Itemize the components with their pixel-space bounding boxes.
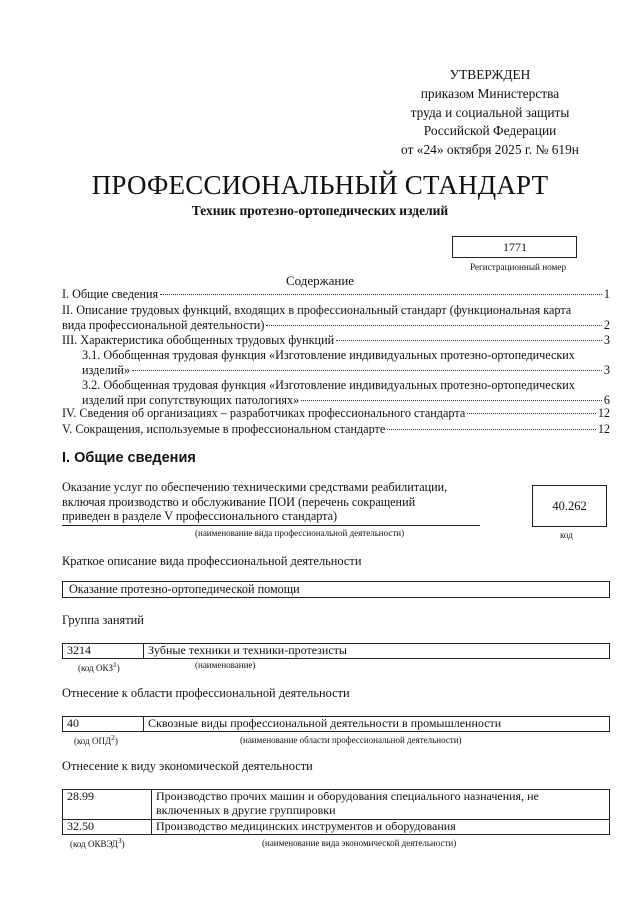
approval-line-approved: УТВЕРЖДЕН [449, 67, 531, 82]
economic-activity-name-line2: включенных в другие группировки [156, 802, 336, 817]
toc-item-text-line2: вида профессиональной деятельности) [62, 318, 265, 332]
economic-activity-label: Отнесение к виду экономической деятельности [62, 759, 313, 773]
economic-activity-name-cell [152, 790, 610, 820]
document-subtitle: Техник протезно-ортопедических изделий [191, 203, 449, 218]
professional-area-name-caption: (наименование области профессиональной деятельности) [240, 735, 462, 745]
professional-area-table [62, 716, 610, 732]
economic-activity-code-caption: (код ОКВЭД$^3$) [70, 836, 125, 849]
approval-line-date: от «24» октября 2025 г. № 619н [401, 142, 579, 158]
economic-activity-name-line1: Производство прочих машин и оборудования специального назначения, не [156, 789, 539, 803]
registration-number-caption: Регистрационный номер [469, 262, 567, 272]
table-row [63, 644, 610, 659]
professional-area-code-caption: (код ОПД$^2$) [74, 733, 118, 746]
document-title: ПРОФЕССИОНАЛЬНЫЙ СТАНДАРТ [91, 170, 549, 200]
activity-name-underline [62, 525, 480, 526]
activity-code-caption: код [560, 530, 573, 540]
table-row [63, 820, 610, 835]
short-description-label: Краткое описание вида профессиональной деятельности [62, 554, 362, 568]
toc-dot-leader [467, 413, 596, 414]
professional-area-name-cell: Сквозные виды профессиональной деятельности в промышленности [144, 717, 610, 732]
activity-name-line3: приведен в разделе V профессионального стандарта) [62, 509, 338, 523]
activity-name [62, 480, 480, 524]
toc-item [62, 348, 610, 378]
approval-line-order: приказом Министерства [420, 85, 560, 101]
toc-item-text-line2: изделий при сопутствующих патологиях» [82, 393, 300, 407]
toc-item-page: 12 [597, 422, 610, 436]
toc-item-text: III. Характеристика обобщенных трудовых функций [62, 333, 335, 347]
activity-code-box: 40.262 [532, 485, 607, 527]
toc-item-text-line1: 3.1. Обобщенная трудовая функция «Изготовление индивидуальных протезно-ортопедических [82, 348, 575, 362]
approval-block [370, 66, 610, 160]
economic-activity-table [62, 789, 610, 835]
toc-dot-leader [132, 370, 602, 371]
toc-dot-leader [387, 429, 596, 430]
toc-dot-leader [266, 325, 602, 326]
section-heading: I. Общие сведения [62, 450, 196, 466]
toc-item [62, 406, 610, 421]
toc-item-text: I. Общие сведения [62, 287, 159, 301]
toc-item-text-line1: 3.2. Обобщенная трудовая функция «Изготовление индивидуальных протезно-ортопедических [82, 378, 575, 392]
footnote-ref: 3 [117, 836, 122, 845]
toc-item-page: 3 [603, 363, 610, 377]
toc-item-text-line2: изделий» [82, 363, 130, 377]
toc-dot-leader [301, 400, 602, 401]
occupation-code-cell: 3214 [63, 644, 144, 659]
economic-activity-name-caption: (наименование вида экономической деятельности) [262, 838, 457, 848]
occupation-name-cell: Зубные техники и техники-протезисты [144, 644, 610, 659]
toc-item-page: 12 [597, 406, 610, 420]
toc-item-text: IV. Сведения об организациях – разработчиках профессионального стандарта [62, 406, 466, 420]
toc-heading: Содержание [285, 273, 355, 288]
economic-activity-name-cell: Производство медицинских инструментов и оборудования [152, 820, 610, 835]
registration-number-box: 1771 [452, 236, 577, 258]
economic-activity-code-cell: 28.99 [63, 790, 152, 820]
occupation-name-caption: (наименование) [195, 660, 256, 670]
short-description-value: Оказание протезно-ортопедической помощи [62, 581, 610, 598]
table-row [63, 790, 610, 820]
activity-name-line2: включая производство и обслуживание ПОИ (перечень сокращений [62, 494, 416, 509]
toc-item-page: 6 [603, 393, 610, 407]
occupation-group-table [62, 643, 610, 659]
toc-item-page: 3 [603, 333, 610, 347]
activity-name-line1: Оказание услуг по обеспечению техническими средствами реабилитации, [62, 480, 448, 494]
occupation-group-label: Группа занятий [62, 613, 144, 627]
footnote-ref: 2 [111, 733, 115, 742]
toc-item-page: 1 [603, 287, 610, 301]
toc-item-text-line1: II. Описание трудовых функций, входящих в профессиональный стандарт (функциональная карта [62, 303, 572, 317]
toc-item-text: V. Сокращения, используемые в профессиональном стандарте [62, 422, 386, 436]
toc-item [62, 287, 610, 302]
toc-item-page: 2 [603, 318, 610, 332]
toc-item [62, 378, 610, 408]
occupation-code-caption: (код ОКЗ$^1$) [78, 660, 120, 673]
toc-item [62, 333, 610, 348]
professional-area-label: Отнесение к области профессиональной деятельности [62, 686, 350, 700]
professional-area-code-cell: 40 [63, 717, 144, 732]
approval-line-ministry: труда и социальной защиты [410, 104, 570, 120]
approval-line-country: Российской Федерации [423, 123, 557, 139]
toc-item [62, 422, 610, 437]
toc-dot-leader [336, 340, 602, 341]
activity-name-caption: (наименование вида профессиональной деятельности) [195, 528, 405, 538]
table-row [63, 717, 610, 732]
toc-item [62, 303, 610, 333]
toc-dot-leader [160, 294, 602, 295]
economic-activity-code-cell: 32.50 [63, 820, 152, 835]
footnote-ref: 1 [113, 660, 117, 669]
